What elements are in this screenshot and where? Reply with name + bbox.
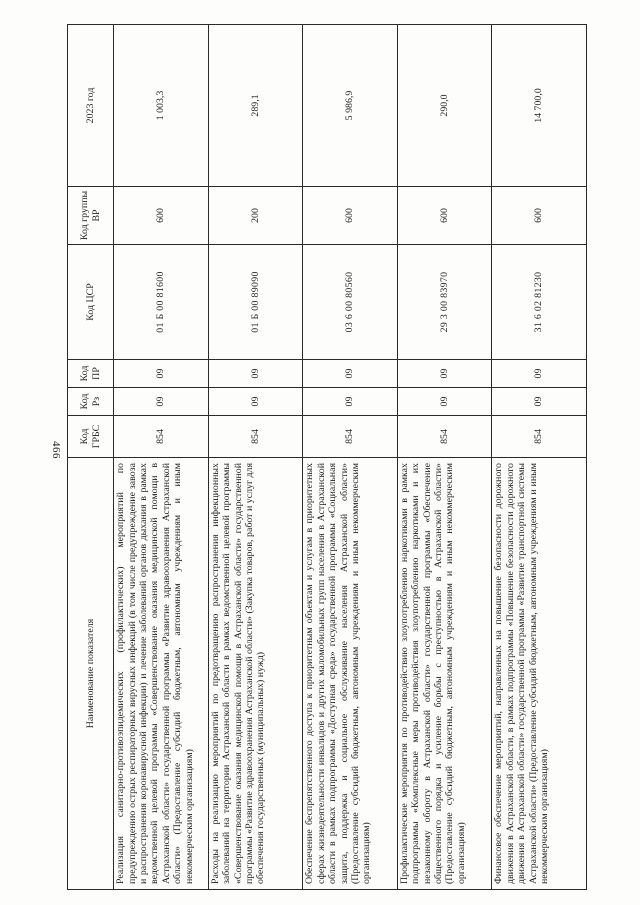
row-amount: 1 003,3 [114,25,209,187]
row-rz: 09 [208,388,303,416]
row-name: Профилактические мероприятия по противодействию злоупотреблению наркотиками в рамках подпрограммы «Комплексные меры противодействия злоупотреблению наркотиками и их незаконному обороту в Астраханской области» государственной программы «Обеспечение общественного порядка и усиление борьбы с преступностью в Астраханской области» (Предоставление субсидий бюджетным, автономным учреждениям и иным некоммерческим организациям) [398,463,467,884]
row-csr: 03 6 00 80560 [303,245,398,360]
page-number: 466 [50,441,62,459]
row-name-cell [397,458,492,890]
row-rz: 09 [114,388,209,416]
row-name: Расходы на реализацию мероприятий по предотвращению распространения инфекционных заболеваний на территории Астраханской области в рамках ведомственной целевой программы «Совершенствование оказания медицинской помощи в Астраханской области» государственной программы «Развитие здравоохранения Астраханской области» (Закупка товаров, работ и услуг для обеспечения государственных (муниципальных) нужд) [209,463,267,884]
row-grbs: 854 [397,416,492,458]
column-header-csr: Код ЦСР [68,245,114,360]
column-header-year: 2023 год [68,25,114,187]
row-name: Финансовое обеспечение мероприятий, направленных на повышение безопасности дорожного движения в Астраханской области, в рамках подпрограммы «Повышение безопасности дорожного движения в Астраханской области» государственной программы «Развитие транспортной системы Астраханской области» (Предоставление субсидий бюджетным, автономным учреждениям и иным некоммерческим организациям) [493,463,551,884]
row-name-cell [492,458,587,890]
row-amount: 289,1 [208,25,303,187]
row-csr: 01 Б 00 81600 [114,245,209,360]
row-csr: 31 6 02 81230 [492,245,587,360]
column-header-rz: Код Рз [68,388,114,416]
table-row [492,25,587,890]
column-header-vr: Код группы ВР [68,187,114,245]
row-grbs: 854 [114,416,209,458]
row-name-cell [114,458,209,890]
table-row [303,25,398,890]
row-rz: 09 [397,388,492,416]
row-amount: 5 986,9 [303,25,398,187]
table-row [397,25,492,890]
row-vr: 200 [208,187,303,245]
row-grbs: 854 [492,416,587,458]
row-amount: 14 700,0 [492,25,587,187]
row-vr: 600 [303,187,398,245]
row-pr: 09 [397,360,492,388]
table-row [114,25,209,890]
budget-table [67,24,587,890]
table-row [208,25,303,890]
column-header-grbs: Код ГРБС [68,416,114,458]
row-rz: 09 [303,388,398,416]
row-grbs: 854 [303,416,398,458]
row-pr: 09 [492,360,587,388]
row-pr: 09 [114,360,209,388]
column-header-name: Наименование показателя [68,458,114,890]
row-name: Реализация санитарно-противоэпидемических (профилактических) мероприятий по предупреждению острых респираторных вирусных инфекций (в том числе предупреждение завоза и распространения коронавирусной инфекции) и лечение заболеваний органов дыхания в рамках ведомственной целевой программы «Совершенствование оказания медицинской помощи в Астраханской области» государственной программы «Развитие здравоохранения Астраханской области» (Предоставление субсидий бюджетным, автономным учреждениям и иным некоммерческим организациям) [115,463,195,884]
row-name: Обеспечение беспрепятственного доступа к приоритетным объектам и услугам в приоритетных сферах жизнедеятельности инвалидов и других маломобильных групп населения в Астраханской области в рамках подпрограммы «Доступная среда» государственной программы «Социальная защита, поддержка и социальное обслуживание населения Астраханской области» (Предоставление субсидий бюджетным, автономным учреждениям и иным некоммерческим организациям) [304,463,373,884]
row-pr: 09 [303,360,398,388]
row-name-cell [303,458,398,890]
row-csr: 29 3 00 83970 [397,245,492,360]
row-csr: 01 Б 00 89090 [208,245,303,360]
row-vr: 600 [492,187,587,245]
row-vr: 600 [114,187,209,245]
row-grbs: 854 [208,416,303,458]
table-header-row [68,25,114,890]
row-amount: 290,0 [397,25,492,187]
row-name-cell [208,458,303,890]
rotated-table-container [67,25,587,890]
column-header-pr: Код ПР [68,360,114,388]
row-rz: 09 [492,388,587,416]
row-vr: 600 [397,187,492,245]
row-pr: 09 [208,360,303,388]
